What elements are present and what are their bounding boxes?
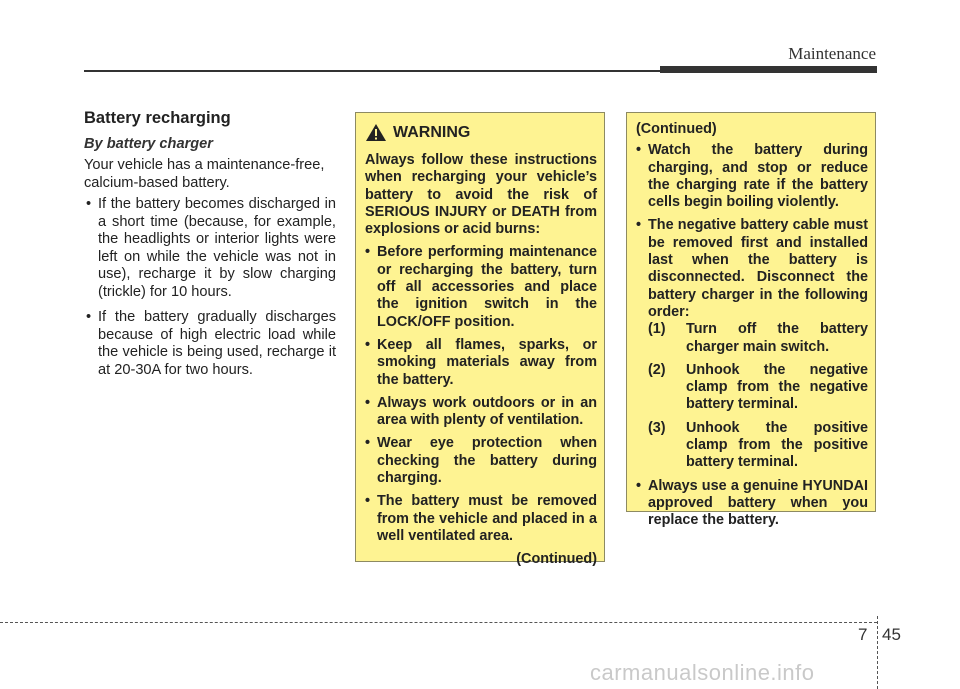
- footer-separator: [877, 616, 878, 689]
- step-text: Unhook the negative clamp from the negative battery terminal.: [686, 361, 868, 413]
- warning-intro: Always follow these instructions when recharging your vehicle’s battery to avoid the risk of SERIOUS INJURY or DEATH from explosions or acid burns:: [365, 152, 597, 238]
- list-item: • Wear eye protection when checking the battery during charging.: [365, 435, 597, 487]
- list-item: • The battery must be removed from the vehicle and placed in a well ventilated area.: [365, 493, 597, 545]
- list-item: • Before performing maintenance or recharging the battery, turn off all accessories and place the ignition switch in the LOCK/OFF position.: [365, 244, 597, 330]
- list-item: [636, 217, 868, 471]
- list-item: • If the battery gradually discharges because of high electric load while the vehicle is being used, recharge it at 20-30A for two hours.: [84, 309, 336, 379]
- step-number: (2): [648, 361, 666, 378]
- warning-list: [365, 244, 597, 545]
- warning-label: WARNING: [393, 123, 471, 141]
- warning-box-continued: [626, 112, 876, 529]
- warning-box: [355, 112, 605, 568]
- list-item: • Keep all flames, sparks, or smoking materials away from the battery.: [365, 337, 597, 389]
- intro-paragraph: Your vehicle has a maintenance-free, calcium-based battery.: [84, 157, 325, 191]
- list-item-text: The negative battery cable must be removed first and installed last when the battery is disconnected. Disconnect the battery charger in the following order:: [648, 217, 868, 320]
- chapter-number: 7: [858, 625, 868, 644]
- step-text: Unhook the positive clamp from the positive battery terminal.: [686, 419, 868, 471]
- watermark: carmanualsonline.info: [590, 660, 815, 685]
- step-item: [648, 420, 868, 472]
- header-rule-thick: [660, 66, 877, 73]
- section-title: Maintenance: [788, 44, 876, 63]
- section-heading: Battery recharging: [84, 109, 231, 127]
- list-item: • Always use a genuine HYUNDAI approved battery when you replace the battery.: [636, 478, 868, 530]
- step-number: (1): [648, 321, 666, 338]
- continued-label: (Continued): [516, 551, 597, 568]
- warning-icon: [365, 123, 387, 142]
- footer-rule: [0, 622, 877, 623]
- subsection-heading: By battery charger: [84, 135, 213, 152]
- instruction-list: [84, 196, 336, 379]
- step-number: (3): [648, 419, 666, 436]
- disconnect-steps: [648, 321, 868, 471]
- continued-label: (Continued): [636, 121, 717, 137]
- list-item: • Always work outdoors or in an area with plenty of ventilation.: [365, 395, 597, 430]
- warning-list: [636, 142, 868, 529]
- step-text: Turn off the battery charger main switch.: [686, 321, 868, 355]
- list-item: • Watch the battery during charging, and stop or reduce the charging rate if the battery cells begin boiling violently.: [636, 142, 868, 211]
- warning-heading: [365, 123, 597, 142]
- step-item: [648, 362, 868, 414]
- page-number: 45: [882, 625, 901, 644]
- header-rule: [84, 70, 660, 72]
- list-item: • If the battery becomes discharged in a short time (because, for example, the headlights or interior lights were left on while the vehicle was not in use), recharge it by slow charging (trickle) for 10 hours.: [84, 196, 336, 301]
- step-item: [648, 321, 868, 356]
- battery-recharging-section: [84, 110, 336, 387]
